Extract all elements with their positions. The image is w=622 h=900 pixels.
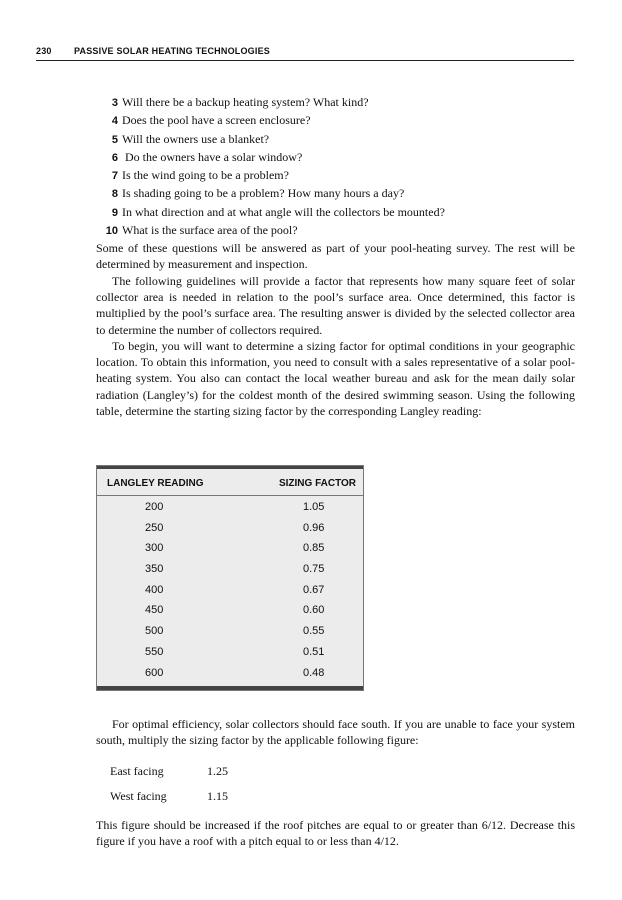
question-text: Do the owners have a solar window? [122,149,303,164]
question-text: Does the pool have a screen enclosure? [122,113,311,128]
table-row [97,643,363,664]
sizing-value: 0.55 [303,625,325,638]
list-item [100,204,580,222]
list-item [100,222,580,240]
question-list [100,94,580,240]
sizing-value: 0.96 [303,521,325,534]
column-header-langley: LANGLEY READING [107,478,204,489]
sizing-value: 0.85 [303,542,325,555]
list-item [100,131,580,149]
sizing-value: 0.48 [303,666,325,679]
question-text: Will there be a backup heating system? What kind? [122,95,369,109]
langley-value: 550 [145,645,164,658]
list-item [100,94,580,112]
langley-value: 450 [145,604,164,617]
question-number: 7 [111,170,118,183]
paragraph-efficiency: For optimal efficiency, solar collectors should face south. If you are unable to face your system south, multiply the sizing factor by the applicable following figure: [96,717,575,748]
table-row [97,581,363,602]
question-text: Is the wind going to be a problem? [122,168,289,183]
question-text: Is shading going to be a problem? How many hours a day? [122,186,405,201]
running-header [36,46,574,61]
langley-value: 200 [145,501,164,513]
question-number: 3 [111,97,118,109]
page-number: 230 [36,46,52,56]
paragraph-survey: Some of these questions will be answered as part of your pool-heating survey. The rest will be determined by measurement and inspection. [96,241,575,272]
list-item [100,112,580,130]
question-number: 8 [111,188,118,201]
section-title: PASSIVE SOLAR HEATING TECHNOLOGIES [74,46,270,56]
table-row [97,539,363,560]
paragraph-sizing: To begin, you will want to determine a sizing factor for optimal conditions in your geographic location. To obtain this information, you need to consult with a sales representative of a solar pool-heating system. You also can contact the local weather bureau and ask for the mean daily solar radiation (Langley’s) for the coldest month of the desired swimming season. Using the following table, determine the starting sizing factor by the corresponding Langley reading: [96,339,575,418]
sizing-value: 0.75 [303,563,325,576]
orientation-row-east [110,764,228,779]
orientation-label: West facing [110,789,167,803]
orientation-value: 1.25 [207,764,228,778]
orientation-value: 1.15 [207,789,228,803]
orientation-row-west [110,789,228,804]
list-item [100,149,580,167]
sizing-value: 0.51 [303,645,325,658]
langley-value: 250 [145,521,164,534]
paragraph-roof-pitch: This figure should be increased if the roof pitches are equal to or greater than 6/12. Decrease this figure if you have a roof with a pitch equal to or less than 4/12. [96,818,575,849]
langley-value: 400 [145,583,164,596]
question-text: In what direction and at what angle will the collectors be mounted? [122,204,445,219]
question-number: 4 [111,115,118,128]
question-number: 10 [105,225,118,238]
table-row [97,519,363,540]
table-bottom-rule [97,686,363,690]
sizing-value: 0.67 [303,583,325,596]
langley-table [96,465,364,691]
list-item [100,167,580,185]
table-row [97,560,363,581]
paragraph-guidelines: The following guidelines will provide a factor that represents how many square feet of solar collector area is needed in relation to the pool’s surface area. Once determined, this factor is multiplied by the pool’s surface area. The resulting answer is divided by the selected collector area to determine the number of collectors required. [96,274,575,337]
sizing-value: 0.60 [303,604,325,617]
table-row [97,601,363,622]
question-text: Will the owners use a blanket? [122,131,270,146]
table-header [97,469,363,496]
table-row [97,622,363,643]
langley-value: 600 [145,666,164,679]
table-row [97,498,363,519]
column-header-sizing: SIZING FACTOR [278,478,356,489]
table-row [97,664,363,685]
sizing-value: 1.05 [303,501,325,513]
question-number: 9 [111,206,118,219]
question-number: 5 [111,133,118,146]
question-text: What is the surface area of the pool? [122,223,298,238]
orientation-label: East facing [110,764,164,778]
langley-value: 500 [145,625,164,638]
langley-value: 350 [145,563,164,576]
langley-value: 300 [145,542,164,555]
question-number: 6 [111,151,118,164]
list-item [100,185,580,203]
